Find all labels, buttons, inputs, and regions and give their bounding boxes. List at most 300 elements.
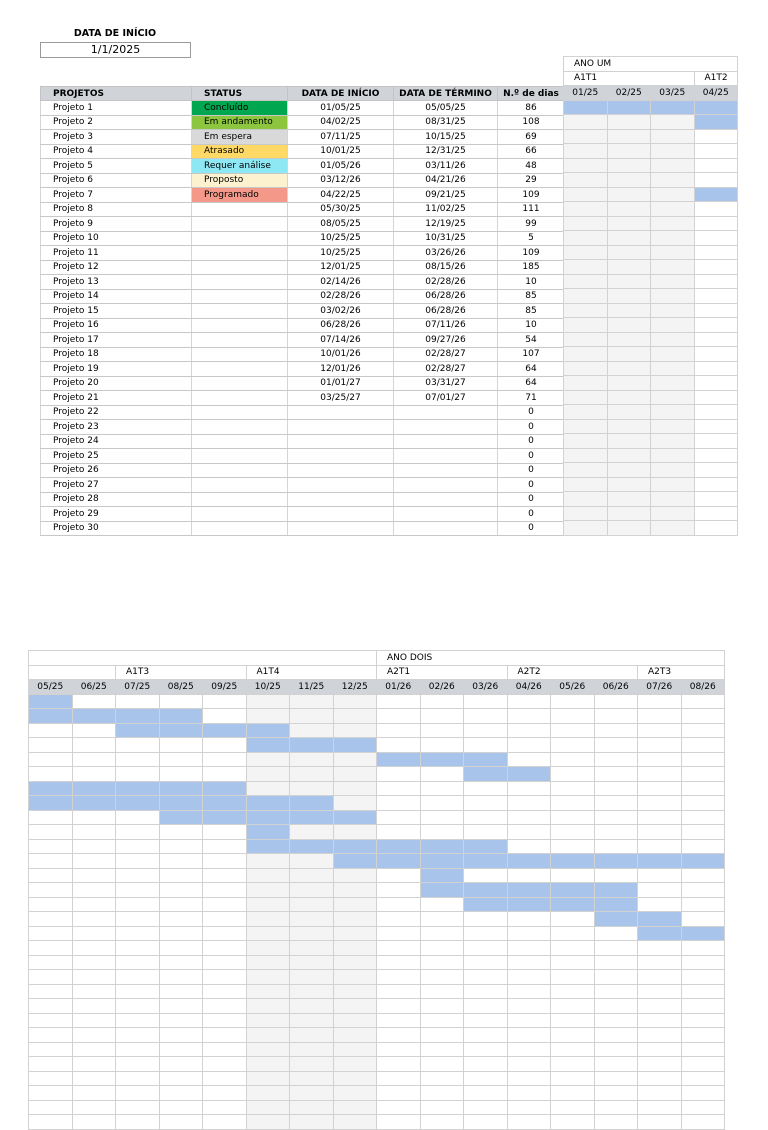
days-cell[interactable]: 109 [498,188,565,203]
end-date-cell[interactable] [394,492,498,507]
gantt-cell[interactable] [203,897,247,912]
gantt-cell[interactable] [564,434,608,449]
days-cell[interactable]: 29 [498,173,565,188]
end-date-cell[interactable] [394,463,498,478]
gantt-cell[interactable] [507,709,551,724]
gantt-cell[interactable] [290,926,334,941]
gantt-cell[interactable] [116,912,160,927]
gantt-cell[interactable] [681,1115,725,1130]
gantt-cell[interactable] [651,347,695,362]
gantt-cell[interactable] [333,1042,377,1057]
gantt-cell[interactable] [607,303,651,318]
start-date-cell[interactable] [288,463,394,478]
gantt-cell[interactable] [681,941,725,956]
gantt-cell[interactable] [377,1071,421,1086]
gantt-cell[interactable] [29,883,73,898]
start-date-cell[interactable]: 04/22/25 [288,188,394,203]
gantt-cell[interactable] [203,709,247,724]
gantt-cell[interactable] [116,955,160,970]
gantt-cell[interactable] [564,173,608,188]
gantt-bar[interactable] [507,883,551,898]
gantt-cell[interactable] [420,897,464,912]
gantt-cell[interactable] [694,289,738,304]
gantt-cell[interactable] [551,796,595,811]
status-cell[interactable] [192,434,288,449]
days-cell[interactable]: 0 [498,405,565,420]
gantt-cell[interactable] [420,984,464,999]
gantt-cell[interactable] [420,1042,464,1057]
gantt-cell[interactable] [159,839,203,854]
status-cell[interactable] [192,260,288,275]
gantt-cell[interactable] [638,941,682,956]
gantt-cell[interactable] [551,999,595,1014]
gantt-cell[interactable] [333,1086,377,1101]
gantt-cell[interactable] [246,752,290,767]
gantt-cell[interactable] [551,955,595,970]
gantt-cell[interactable] [507,955,551,970]
gantt-cell[interactable] [377,941,421,956]
gantt-cell[interactable] [203,1057,247,1072]
gantt-cell[interactable] [564,318,608,333]
end-date-cell[interactable]: 06/28/26 [394,289,498,304]
gantt-cell[interactable] [551,1086,595,1101]
gantt-cell[interactable] [507,984,551,999]
status-cell[interactable] [192,463,288,478]
status-cell[interactable]: Em espera [192,130,288,145]
start-date-cell[interactable] [288,478,394,493]
status-cell[interactable] [192,420,288,435]
gantt-cell[interactable] [594,984,638,999]
gantt-cell[interactable] [159,767,203,782]
gantt-cell[interactable] [116,1028,160,1043]
gantt-cell[interactable] [72,825,116,840]
gantt-cell[interactable] [464,723,508,738]
status-cell[interactable] [192,391,288,406]
gantt-bar[interactable] [159,796,203,811]
gantt-cell[interactable] [681,796,725,811]
gantt-cell[interactable] [420,767,464,782]
gantt-cell[interactable] [681,1042,725,1057]
days-cell[interactable]: 107 [498,347,565,362]
gantt-cell[interactable] [159,825,203,840]
gantt-bar[interactable] [507,897,551,912]
start-date-cell[interactable]: 12/01/26 [288,362,394,377]
gantt-bar[interactable] [116,781,160,796]
gantt-cell[interactable] [29,1042,73,1057]
gantt-cell[interactable] [551,926,595,941]
gantt-cell[interactable] [638,1013,682,1028]
end-date-cell[interactable]: 09/21/25 [394,188,498,203]
gantt-cell[interactable] [607,405,651,420]
gantt-cell[interactable] [694,158,738,173]
gantt-cell[interactable] [203,1086,247,1101]
gantt-cell[interactable] [377,999,421,1014]
gantt-cell[interactable] [420,970,464,985]
gantt-cell[interactable] [116,839,160,854]
gantt-cell[interactable] [694,202,738,217]
start-date-cell[interactable]: 03/12/26 [288,173,394,188]
gantt-cell[interactable] [159,912,203,927]
gantt-cell[interactable] [333,825,377,840]
gantt-cell[interactable] [507,839,551,854]
gantt-cell[interactable] [246,1086,290,1101]
gantt-cell[interactable] [607,260,651,275]
gantt-cell[interactable] [638,839,682,854]
gantt-cell[interactable] [564,187,608,202]
gantt-cell[interactable] [377,1028,421,1043]
gantt-cell[interactable] [638,897,682,912]
gantt-cell[interactable] [116,1086,160,1101]
gantt-cell[interactable] [651,274,695,289]
end-date-cell[interactable]: 03/26/26 [394,246,498,261]
gantt-bar[interactable] [651,100,695,115]
gantt-cell[interactable] [290,941,334,956]
status-cell[interactable]: Requer análise [192,159,288,174]
gantt-cell[interactable] [638,955,682,970]
gantt-cell[interactable] [246,941,290,956]
gantt-bar[interactable] [681,926,725,941]
start-date-cell[interactable]: 10/25/25 [288,231,394,246]
gantt-cell[interactable] [564,405,608,420]
gantt-cell[interactable] [290,912,334,927]
gantt-cell[interactable] [377,984,421,999]
gantt-cell[interactable] [694,405,738,420]
gantt-cell[interactable] [651,506,695,521]
gantt-cell[interactable] [651,144,695,159]
gantt-cell[interactable] [694,318,738,333]
gantt-cell[interactable] [638,752,682,767]
days-cell[interactable]: 0 [498,478,565,493]
gantt-cell[interactable] [607,318,651,333]
gantt-cell[interactable] [246,854,290,869]
gantt-cell[interactable] [377,781,421,796]
gantt-cell[interactable] [464,868,508,883]
gantt-cell[interactable] [564,144,608,159]
gantt-cell[interactable] [551,839,595,854]
gantt-cell[interactable] [464,912,508,927]
gantt-bar[interactable] [638,854,682,869]
gantt-bar[interactable] [638,912,682,927]
gantt-cell[interactable] [29,1071,73,1086]
gantt-cell[interactable] [203,1071,247,1086]
gantt-cell[interactable] [116,883,160,898]
gantt-cell[interactable] [464,955,508,970]
gantt-cell[interactable] [116,825,160,840]
start-date-cell[interactable]: 08/05/25 [288,217,394,232]
gantt-cell[interactable] [551,723,595,738]
gantt-cell[interactable] [507,738,551,753]
gantt-cell[interactable] [551,709,595,724]
gantt-cell[interactable] [333,926,377,941]
gantt-cell[interactable] [564,332,608,347]
gantt-cell[interactable] [203,941,247,956]
gantt-cell[interactable] [246,1115,290,1130]
days-cell[interactable]: 85 [498,304,565,319]
gantt-cell[interactable] [116,694,160,709]
gantt-cell[interactable] [203,1115,247,1130]
gantt-cell[interactable] [594,999,638,1014]
status-cell[interactable]: Programado [192,188,288,203]
gantt-cell[interactable] [29,955,73,970]
gantt-cell[interactable] [377,825,421,840]
days-cell[interactable]: 0 [498,507,565,522]
gantt-cell[interactable] [333,1057,377,1072]
gantt-cell[interactable] [29,868,73,883]
gantt-cell[interactable] [464,694,508,709]
gantt-cell[interactable] [290,1115,334,1130]
gantt-cell[interactable] [116,854,160,869]
gantt-cell[interactable] [564,463,608,478]
status-cell[interactable]: Atrasado [192,144,288,159]
gantt-cell[interactable] [116,941,160,956]
gantt-bar[interactable] [464,752,508,767]
project-name-cell[interactable]: Projeto 5 [41,159,192,174]
gantt-bar[interactable] [551,883,595,898]
gantt-cell[interactable] [377,1013,421,1028]
gantt-cell[interactable] [29,941,73,956]
gantt-cell[interactable] [203,752,247,767]
gantt-cell[interactable] [246,1013,290,1028]
gantt-cell[interactable] [290,825,334,840]
gantt-cell[interactable] [694,477,738,492]
gantt-cell[interactable] [638,999,682,1014]
status-cell[interactable]: Em andamento [192,115,288,130]
gantt-cell[interactable] [377,912,421,927]
gantt-cell[interactable] [464,984,508,999]
gantt-cell[interactable] [29,738,73,753]
gantt-cell[interactable] [159,1115,203,1130]
gantt-cell[interactable] [290,709,334,724]
gantt-cell[interactable] [72,694,116,709]
gantt-cell[interactable] [29,912,73,927]
gantt-cell[interactable] [377,767,421,782]
project-name-cell[interactable]: Projeto 15 [41,304,192,319]
gantt-cell[interactable] [420,912,464,927]
gantt-cell[interactable] [420,810,464,825]
gantt-cell[interactable] [159,1028,203,1043]
gantt-bar[interactable] [116,796,160,811]
gantt-bar[interactable] [203,796,247,811]
gantt-cell[interactable] [507,781,551,796]
gantt-cell[interactable] [564,129,608,144]
end-date-cell[interactable] [394,420,498,435]
gantt-cell[interactable] [638,709,682,724]
status-cell[interactable]: Concluído [192,101,288,116]
gantt-cell[interactable] [507,825,551,840]
gantt-cell[interactable] [29,1013,73,1028]
gantt-cell[interactable] [681,955,725,970]
gantt-cell[interactable] [246,883,290,898]
gantt-cell[interactable] [564,260,608,275]
end-date-cell[interactable]: 07/01/27 [394,391,498,406]
gantt-cell[interactable] [694,448,738,463]
project-name-cell[interactable]: Projeto 9 [41,217,192,232]
gantt-cell[interactable] [681,1071,725,1086]
gantt-cell[interactable] [594,1042,638,1057]
gantt-cell[interactable] [159,999,203,1014]
gantt-cell[interactable] [29,825,73,840]
gantt-bar[interactable] [203,723,247,738]
gantt-bar[interactable] [420,752,464,767]
gantt-cell[interactable] [72,984,116,999]
gantt-cell[interactable] [159,1086,203,1101]
gantt-cell[interactable] [638,767,682,782]
gantt-cell[interactable] [507,1042,551,1057]
project-name-cell[interactable]: Projeto 23 [41,420,192,435]
end-date-cell[interactable] [394,521,498,536]
gantt-cell[interactable] [29,752,73,767]
gantt-cell[interactable] [694,506,738,521]
gantt-cell[interactable] [551,1057,595,1072]
gantt-cell[interactable] [681,912,725,927]
gantt-cell[interactable] [290,1028,334,1043]
gantt-cell[interactable] [246,781,290,796]
gantt-bar[interactable] [29,694,73,709]
gantt-cell[interactable] [694,173,738,188]
gantt-cell[interactable] [159,1057,203,1072]
gantt-cell[interactable] [72,723,116,738]
project-name-cell[interactable]: Projeto 3 [41,130,192,145]
gantt-cell[interactable] [377,709,421,724]
gantt-cell[interactable] [638,1028,682,1043]
gantt-cell[interactable] [246,999,290,1014]
gantt-cell[interactable] [159,955,203,970]
start-date-cell[interactable] [288,492,394,507]
project-name-cell[interactable]: Projeto 20 [41,376,192,391]
start-date-cell[interactable]: 01/05/26 [288,159,394,174]
gantt-cell[interactable] [29,810,73,825]
gantt-cell[interactable] [594,868,638,883]
gantt-cell[interactable] [246,1071,290,1086]
gantt-cell[interactable] [333,941,377,956]
gantt-cell[interactable] [203,926,247,941]
start-date-cell[interactable]: 04/02/25 [288,115,394,130]
gantt-cell[interactable] [464,1057,508,1072]
gantt-cell[interactable] [694,492,738,507]
gantt-cell[interactable] [246,970,290,985]
gantt-cell[interactable] [116,1115,160,1130]
gantt-cell[interactable] [651,115,695,130]
gantt-cell[interactable] [72,955,116,970]
gantt-cell[interactable] [333,970,377,985]
gantt-bar[interactable] [377,839,421,854]
gantt-cell[interactable] [507,868,551,883]
gantt-cell[interactable] [203,1042,247,1057]
end-date-cell[interactable]: 05/05/25 [394,101,498,116]
gantt-cell[interactable] [464,1071,508,1086]
gantt-cell[interactable] [290,1086,334,1101]
gantt-cell[interactable] [594,955,638,970]
gantt-cell[interactable] [72,752,116,767]
gantt-cell[interactable] [564,274,608,289]
gantt-cell[interactable] [551,694,595,709]
end-date-cell[interactable]: 02/28/27 [394,362,498,377]
end-date-cell[interactable]: 07/11/26 [394,318,498,333]
end-date-cell[interactable] [394,405,498,420]
gantt-cell[interactable] [551,970,595,985]
gantt-bar[interactable] [594,912,638,927]
gantt-cell[interactable] [694,216,738,231]
start-date-cell[interactable]: 10/01/25 [288,144,394,159]
gantt-cell[interactable] [377,868,421,883]
gantt-cell[interactable] [420,723,464,738]
start-date-cell[interactable]: 01/01/27 [288,376,394,391]
gantt-cell[interactable] [72,1100,116,1115]
gantt-cell[interactable] [594,1071,638,1086]
gantt-cell[interactable] [246,1042,290,1057]
gantt-bar[interactable] [464,883,508,898]
project-name-cell[interactable]: Projeto 8 [41,202,192,217]
end-date-cell[interactable] [394,478,498,493]
gantt-cell[interactable] [564,376,608,391]
gantt-cell[interactable] [694,274,738,289]
gantt-cell[interactable] [638,1057,682,1072]
gantt-cell[interactable] [72,1013,116,1028]
end-date-cell[interactable]: 03/31/27 [394,376,498,391]
gantt-bar[interactable] [607,100,651,115]
gantt-cell[interactable] [72,1057,116,1072]
gantt-bar[interactable] [420,868,464,883]
gantt-cell[interactable] [564,158,608,173]
gantt-cell[interactable] [377,1057,421,1072]
gantt-cell[interactable] [333,955,377,970]
gantt-cell[interactable] [203,738,247,753]
gantt-bar[interactable] [420,854,464,869]
gantt-cell[interactable] [290,897,334,912]
gantt-cell[interactable] [72,810,116,825]
gantt-cell[interactable] [507,810,551,825]
gantt-cell[interactable] [594,752,638,767]
gantt-cell[interactable] [159,941,203,956]
gantt-cell[interactable] [420,1013,464,1028]
gantt-bar[interactable] [246,796,290,811]
gantt-cell[interactable] [594,839,638,854]
gantt-cell[interactable] [507,1057,551,1072]
gantt-cell[interactable] [507,1115,551,1130]
gantt-bar[interactable] [694,115,738,130]
end-date-cell[interactable] [394,449,498,464]
gantt-cell[interactable] [377,796,421,811]
gantt-cell[interactable] [420,825,464,840]
gantt-cell[interactable] [116,868,160,883]
end-date-cell[interactable]: 10/31/25 [394,231,498,246]
days-cell[interactable]: 64 [498,362,565,377]
gantt-cell[interactable] [607,448,651,463]
gantt-cell[interactable] [116,1042,160,1057]
gantt-cell[interactable] [681,781,725,796]
gantt-bar[interactable] [507,767,551,782]
gantt-cell[interactable] [694,245,738,260]
gantt-cell[interactable] [594,970,638,985]
gantt-cell[interactable] [607,216,651,231]
gantt-cell[interactable] [551,825,595,840]
gantt-cell[interactable] [651,405,695,420]
gantt-bar[interactable] [246,738,290,753]
gantt-bar[interactable] [246,810,290,825]
gantt-cell[interactable] [564,390,608,405]
gantt-cell[interactable] [159,752,203,767]
project-name-cell[interactable]: Projeto 16 [41,318,192,333]
gantt-cell[interactable] [594,781,638,796]
gantt-bar[interactable] [72,709,116,724]
gantt-cell[interactable] [29,723,73,738]
gantt-cell[interactable] [594,1086,638,1101]
status-cell[interactable] [192,304,288,319]
gantt-bar[interactable] [72,781,116,796]
project-name-cell[interactable]: Projeto 4 [41,144,192,159]
gantt-cell[interactable] [159,854,203,869]
gantt-cell[interactable] [681,868,725,883]
